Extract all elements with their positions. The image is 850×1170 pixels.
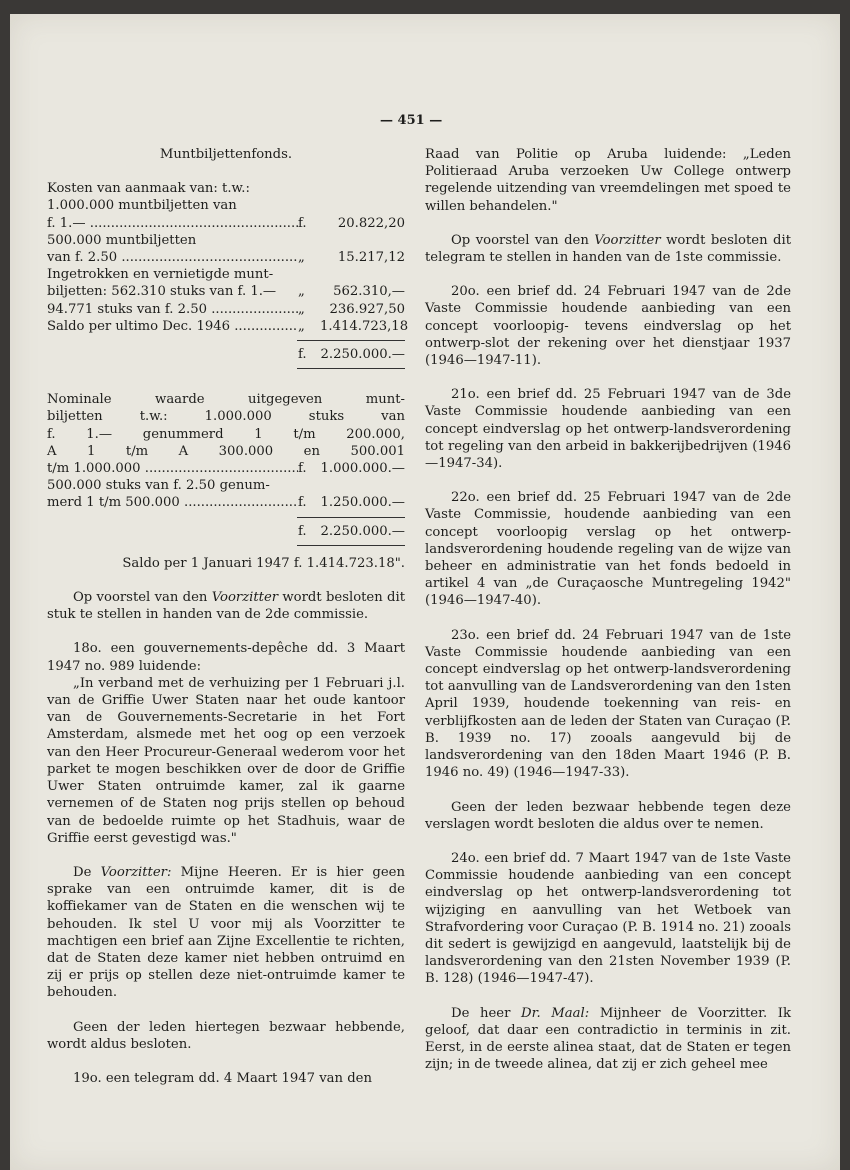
ledger-amount: 562.310,—: [333, 284, 405, 300]
sum-rule: [297, 545, 405, 546]
total-amount: 2.250.000.—: [320, 347, 405, 363]
document-page: [10, 14, 840, 1170]
ledger-currency: „: [298, 318, 305, 334]
costs-intro: Kosten van aanmaak van: t.w.:: [47, 181, 250, 197]
ledger-amount: 1.414.723,18: [320, 318, 409, 334]
ledger-row: [47, 494, 405, 511]
sum-rule: [297, 517, 405, 518]
ledger-label: biljetten: 562.310 stuks van f. 1.—: [47, 284, 277, 300]
paragraph: Raad van Politie op Aruba luidende: „Leden Politieraad Aruba verzoeken Uw College ontwerp regelende uitzending van vreemdelingen met spoed te willen behandelen.": [425, 147, 791, 214]
ledger-text: Ingetrokken en vernietigde munt-: [47, 267, 274, 283]
ledger-currency: „: [298, 250, 305, 266]
paragraph: 22o. een brief dd. 25 Februari 1947 van de 2de Vaste Commissie, houdende aanbieding van een concept voorloopig verslag op het ontwerp-landsverordening houdende regeling van de wijze van beheer en administratie van het fonds bedoeld in artikel 4 van „de Curaçaosche Muntregeling 1942" (1946—1947-40).: [425, 490, 791, 609]
total-row: [47, 346, 405, 363]
ledger-amount: 1.250.000.—: [320, 495, 405, 511]
ledger-label: t/m 1.000.000 .....: [47, 460, 298, 477]
paragraph: 21o. een brief dd. 25 Februari 1947 van de 3de Vaste Commissie houdende aanbieding van een concept eindverslag op het ontwerp-landsverordening tot regeling van den arbeid in bakkerijbedrijven (1946—1947-34).: [425, 387, 791, 472]
ledger-text: 500.000 stuks van f. 2.50 genum-: [47, 478, 270, 494]
ledger-text: 1.000.000 muntbiljetten van: [47, 198, 237, 214]
quoted-paragraph: „In verband met de verhuizing per 1 Februari j.l. van de Griffie Uwer Staten naar het oude kantoor van de Gouvernements-Secretarie in het Fort Amsterdam, alsmede met het oog op een verzoek van den Heer Procureur-Generaal wederom voor het parket te mogen beschikken over de door de Griffie Uwer Staten ontruimde kamer, zal ik gaarne vernemen of de Staten nog prijs stellen op behoud van de bedoelde ruimte op het Stadhuis, waar de Griffie eerst gevestigd was.": [47, 675, 405, 846]
ledger-row: [47, 215, 405, 232]
total-currency: f.: [298, 347, 307, 363]
ledger-row: [47, 283, 405, 300]
ledger-text: A 1 t/m A 300.000 en 500.001: [47, 443, 405, 459]
ledger-text: biljetten t.w.: 1.000.000 stuks van: [47, 409, 405, 425]
nominal-ledger: [47, 460, 405, 512]
page-number: — 451 —: [380, 113, 443, 128]
ledger-label: 94.771 stuks van f. 2.50 .....: [47, 301, 298, 318]
ledger-row: [47, 249, 405, 266]
paragraph: De heer Dr. Maal: Mijnheer de Voorzitter. Ik geloof, dat daar een contradictio in terminis in zit. Eerst, in de eerste alinea staat, dat de Staten er tegen zijn; in de tweede alinea, dat zij er zich geheel mee: [425, 1005, 791, 1073]
ledger-currency: „: [298, 284, 305, 300]
paragraph: De Voorzitter: Mijne Heeren. Er is hier geen sprake van een ontruimde kamer, dit is de koffiekamer van de Staten en die wenschen wij te behouden. Ik stel U voor mij als Voorzitter te machtigen een brief aan Zijne Excellentie te richten, dat de Staten deze kamer niet hebben ontruimd en zij er prijs op stellen deze niet-ontruimde kamer te behouden.: [47, 864, 405, 1001]
ledger-text: 500.000 muntbiljetten: [47, 232, 197, 248]
right-column: [425, 146, 791, 1073]
paragraph: 20o. een brief dd. 24 Februari 1947 van de 2de Vaste Commissie houdende aanbieding van een concept voorloopig- tevens eindverslag op het ontwerp-slot der rekening over het dienstjaar 1937 (1946—1947-11).: [425, 284, 791, 369]
ledger-label: merd 1 t/m 500.000 .....: [47, 494, 298, 511]
ledger-amount: 236.927,50: [329, 301, 405, 317]
paragraph: 24o. een brief dd. 7 Maart 1947 van de 1ste Vaste Commissie houdende aanbieding van een concept eindverslag op het ontwerp-landsverordening tot wijziging en aanvulling van het Wetboek van Strafvordering voor Curaçao (P. B. 1914 no. 21) zooals dit sedert is gewijzigd en aangevuld, laatstelijk bij de landsverordening van den 21sten November 1939 (P. B. 128) (1946—1947-47).: [425, 850, 791, 987]
paragraph: Geen der leden hiertegen bezwaar hebbende, wordt aldus besloten.: [47, 1019, 405, 1052]
left-column: [47, 146, 409, 1087]
ledger-amount: 15.217,12: [337, 250, 405, 266]
ledger-text: Nominale waarde uitgegeven munt-: [47, 392, 405, 408]
sum-rule: [297, 368, 405, 369]
paragraph: Op voorstel van den Voorzitter wordt besloten dit telegram te stellen in handen van de 1ste commissie.: [425, 232, 791, 266]
ledger-amount: 1.000.000.—: [320, 461, 405, 477]
total-amount: 2.250.000.—: [320, 523, 405, 539]
ledger-currency: f.: [298, 495, 307, 511]
fund-heading: Muntbiljettenfonds.: [159, 147, 293, 162]
costs-ledger: [47, 197, 409, 335]
ledger-amount: 20.822,20: [337, 215, 405, 231]
nominal-text: [47, 391, 405, 460]
sum-rule: [297, 340, 405, 341]
ledger-row: [47, 301, 405, 318]
ledger-label: f. 1.— .....: [47, 215, 298, 232]
ledger-currency: f.: [298, 461, 307, 477]
saldo-line: Saldo per 1 Januari 1947 f. 1.414.723.18".: [122, 555, 405, 571]
ledger-currency: f.: [298, 215, 307, 231]
ledger-currency: „: [298, 301, 305, 317]
ledger-row: [47, 318, 409, 335]
ledger-text: f. 1.— genummerd 1 t/m 200.000,: [47, 426, 405, 442]
paragraph: 19o. een telegram dd. 4 Maart 1947 van den: [73, 1070, 372, 1086]
ledger-label: Saldo per ultimo Dec. 1946 .....: [47, 318, 298, 335]
total-row: [47, 523, 405, 540]
paragraph: 18o. een gouvernements-depêche dd. 3 Maart 1947 no. 989 luidende:: [47, 641, 405, 674]
paragraph: Geen der leden bezwaar hebbende tegen deze verslagen wordt besloten die aldus over te nemen.: [425, 799, 791, 832]
ledger-label: van f. 2.50 .....: [47, 249, 298, 266]
paragraph: 23o. een brief dd. 24 Februari 1947 van de 1ste Vaste Commissie houdende aanbieding van een concept eindverslag op het ontwerp-landsverordening tot aanvulling van de Landsverordening van den 1sten April 1939, houdende toekenning van reis- en verblijfkosten aan de leden der Staten van Curaçao (P. B. 1939 no. 17) zooals aangevuld bij de landsverordening van den 18den Maart 1946 (P. B. 1946 no. 49) (1946—1947-33).: [425, 627, 791, 781]
total-currency: f.: [298, 523, 307, 539]
paragraph: Op voorstel van den Voorzitter wordt besloten dit stuk te stellen in handen van de 2de commissie.: [47, 590, 405, 623]
ledger-row: [47, 460, 405, 477]
